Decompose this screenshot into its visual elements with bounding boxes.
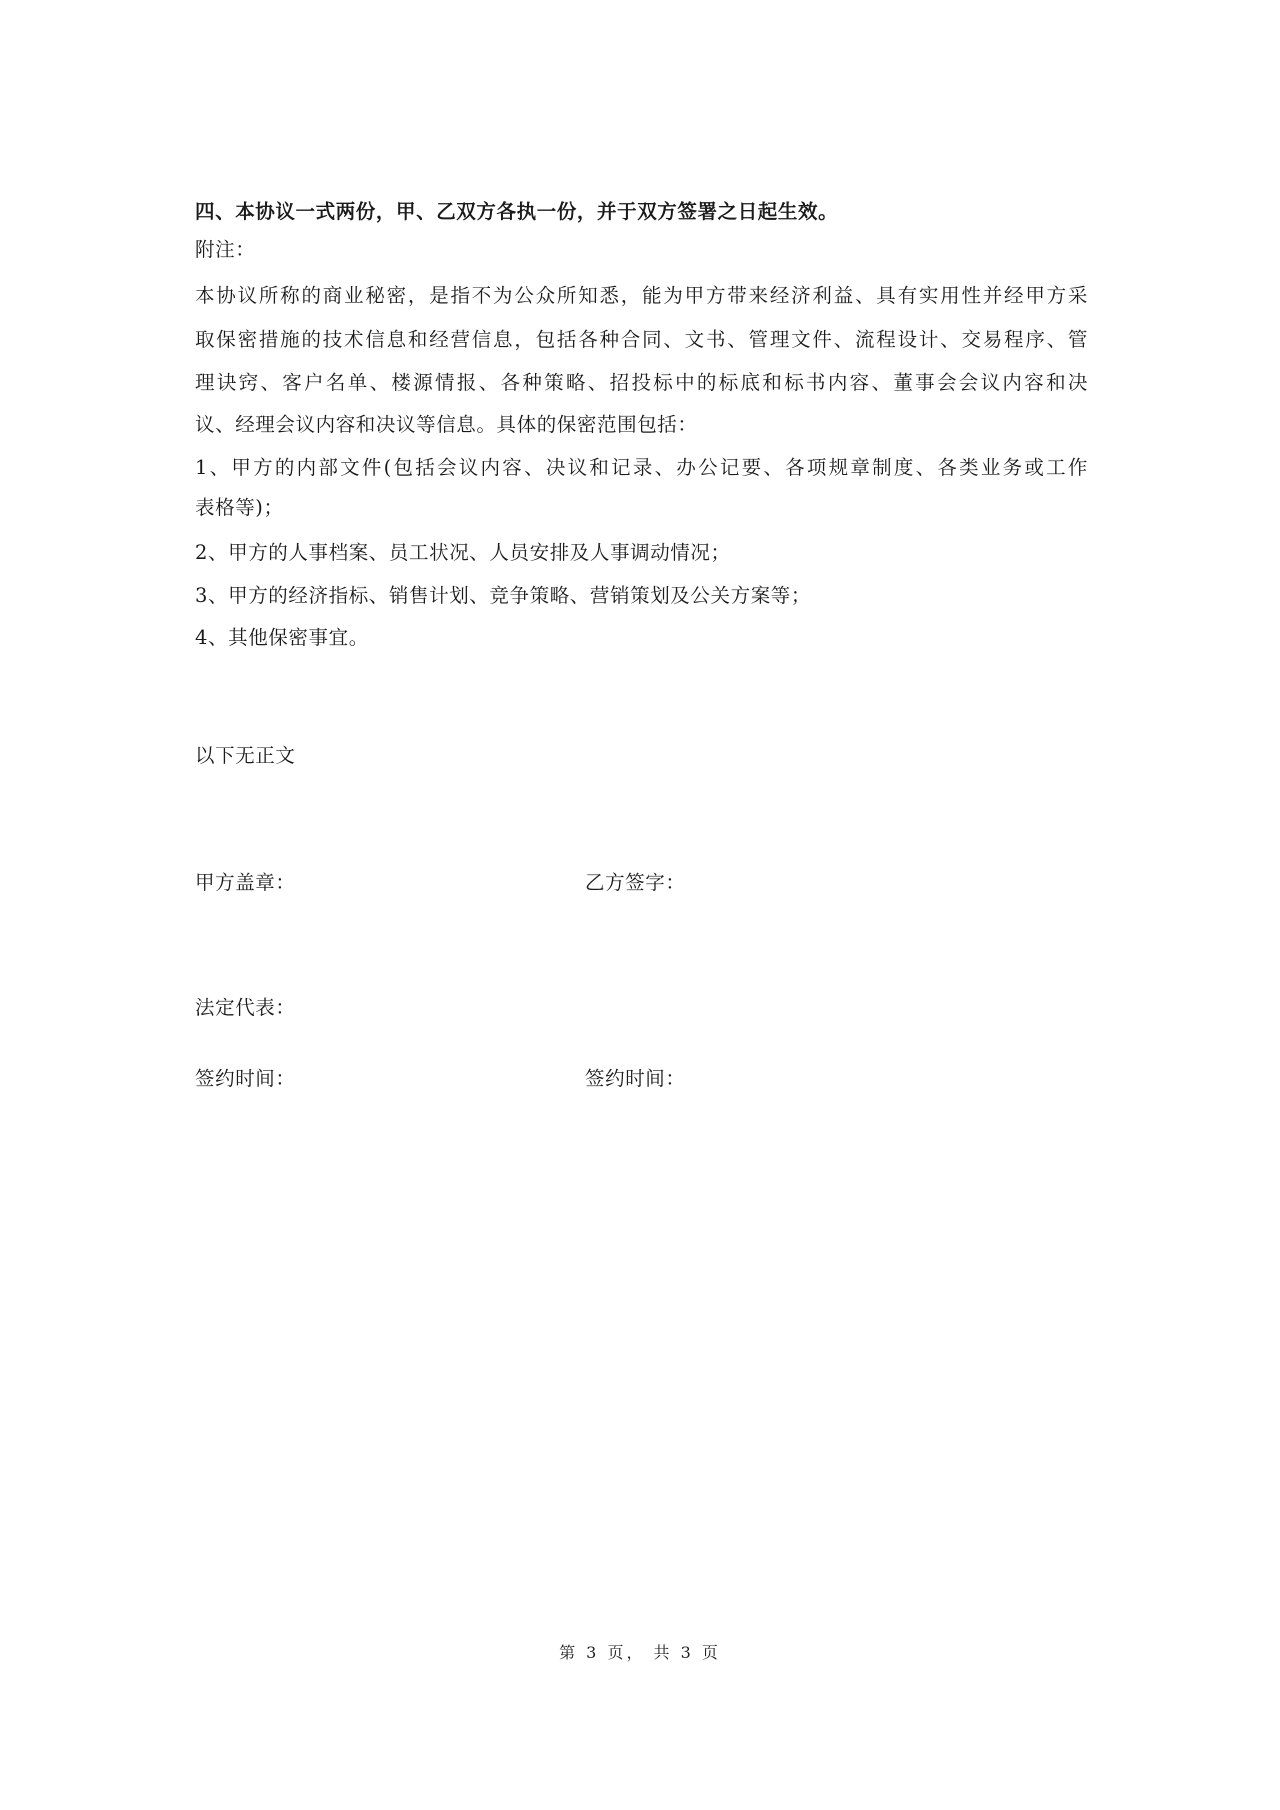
legal-rep-label: 法定代表： xyxy=(195,996,296,1019)
scope-item-1-line-1: 1、甲方的内部文件(包括会议内容、决议和记录、办公记要、各项规章制度、各类业务或工作 xyxy=(195,456,1088,479)
party-a-date-label: 签约时间： xyxy=(195,1067,296,1090)
end-of-text: 以下无正文 xyxy=(195,744,296,767)
clause-four: 四、本协议一式两份，甲、乙双方各执一份，并于双方签署之日起生效。 xyxy=(195,200,839,223)
party-b-sign-label: 乙方签字： xyxy=(585,871,686,894)
scope-item-4: 4、其他保密事宜。 xyxy=(195,626,369,649)
party-a-seal-label: 甲方盖章： xyxy=(195,871,296,894)
definition-line-3: 理诀窍、客户名单、楼源情报、各种策略、招投标中的标底和标书内容、董事会会议内容和决 xyxy=(195,371,1088,394)
note-label: 附注： xyxy=(195,238,256,261)
definition-line-1: 本协议所称的商业秘密，是指不为公众所知悉，能为甲方带来经济利益、具有实用性并经甲方采 xyxy=(195,284,1088,307)
party-b-date-label: 签约时间： xyxy=(585,1067,686,1090)
page-indicator: 第 3 页， 共 3 页 xyxy=(559,1643,721,1662)
scope-item-3: 3、甲方的经济指标、销售计划、竞争策略、营销策划及公关方案等； xyxy=(195,584,812,607)
definition-line-2: 取保密措施的技术信息和经营信息，包括各种合同、文书、管理文件、流程设计、交易程序、管 xyxy=(195,328,1088,351)
definition-line-4: 议、经理会议内容和决议等信息。具体的保密范围包括： xyxy=(195,413,698,436)
scope-item-1-line-2: 表格等)； xyxy=(195,496,284,519)
scope-item-2: 2、甲方的人事档案、员工状况、人员安排及人事调动情况； xyxy=(195,541,731,564)
